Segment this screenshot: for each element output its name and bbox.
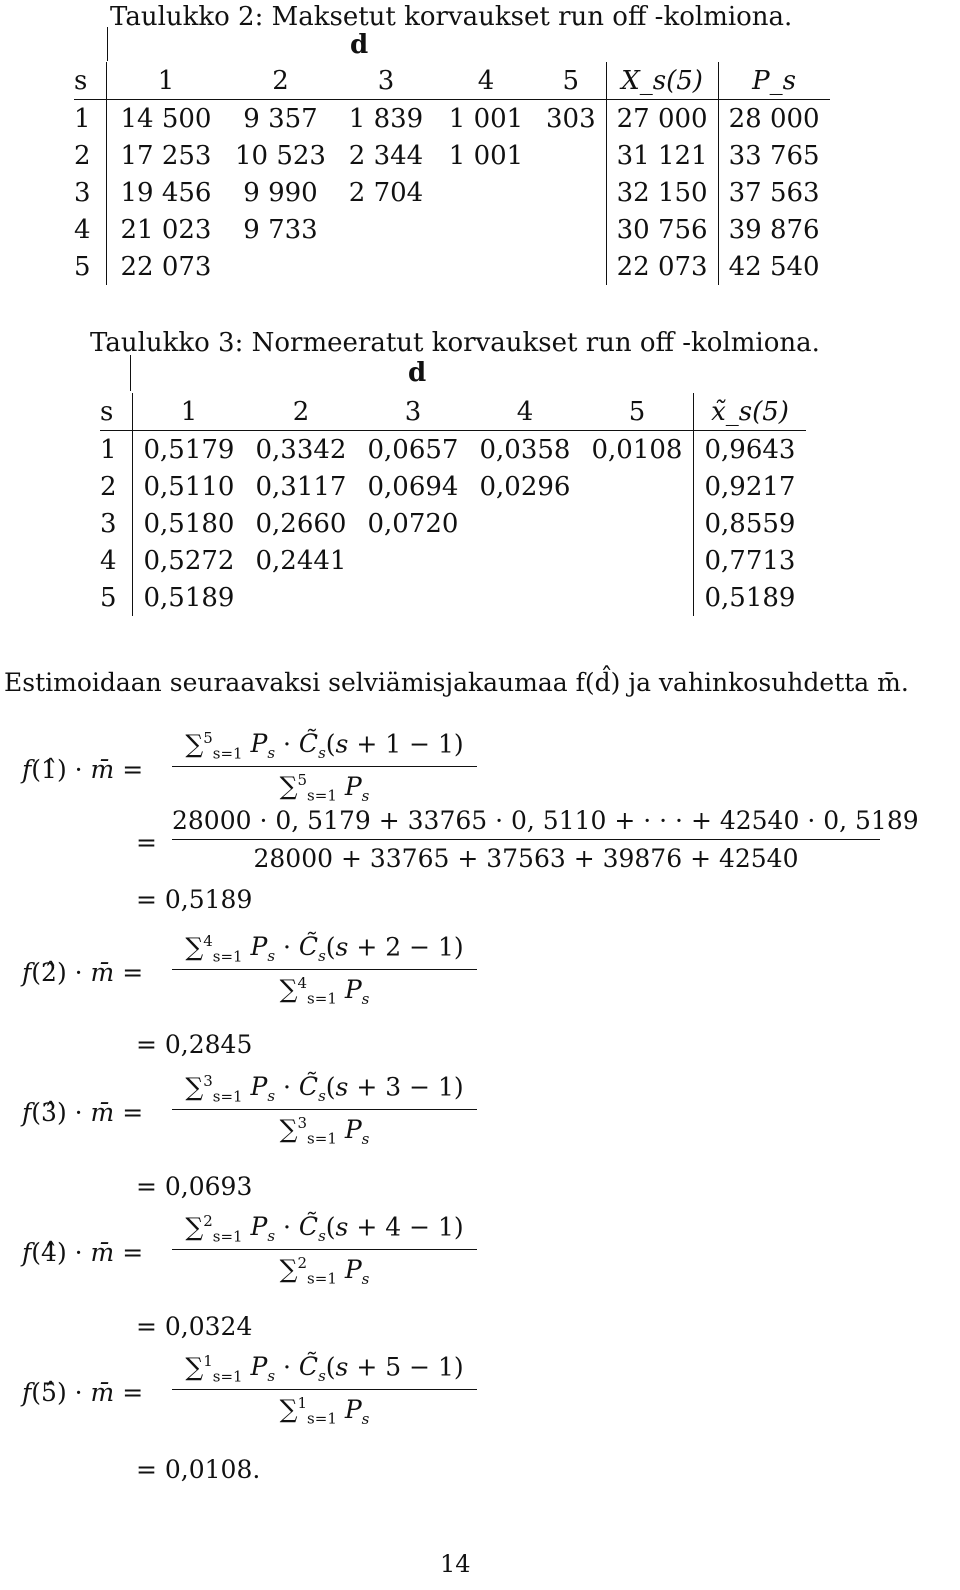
dhat: 1̂ — [41, 755, 57, 784]
table-row — [100, 431, 806, 469]
table-header-cell: s — [74, 62, 107, 100]
table-cell: 0,3117 — [255, 471, 347, 502]
table-cell: 4 — [74, 211, 107, 248]
table2-header-row — [74, 62, 830, 100]
table-cell: 0,5189 — [704, 582, 796, 613]
table-cell: 0,5180 — [143, 508, 235, 539]
table-cell: 5 — [74, 248, 107, 285]
table-cell: 2 — [74, 137, 107, 174]
table-cell: 3 — [74, 174, 107, 211]
table-row — [100, 542, 806, 579]
table-cell — [536, 211, 606, 248]
equation-result: = 0,0324 — [136, 1312, 253, 1341]
table-cell: 0,2660 — [255, 508, 347, 539]
table-cell: 0,9217 — [704, 471, 796, 502]
equation-result: = 0,0693 — [136, 1172, 253, 1201]
table-cell: 2 704 — [348, 177, 424, 208]
fraction-numerator: ∑$^4_{s=1}$ $P_s$ · $C̃_s(s + 2 - 1)$ — [185, 932, 464, 966]
table-cell: 2 — [100, 468, 133, 505]
table-cell: 5 — [100, 579, 133, 616]
fraction-bar — [172, 1389, 477, 1390]
table-header-cell: 1 — [107, 62, 226, 100]
table-cell — [581, 505, 694, 542]
fraction-numerator: ∑$^2_{s=1}$ $P_s$ · $C̃_s(s + 4 - 1)$ — [185, 1212, 464, 1246]
table-cell: 1 839 — [348, 103, 424, 134]
table3-header-row — [100, 393, 806, 431]
table-cell: 9 357 — [243, 103, 318, 134]
table-cell: 3 — [100, 505, 133, 542]
dhat: 4̂ — [41, 1238, 57, 1267]
table-cell: 32 150 — [606, 174, 718, 211]
equation-fraction — [172, 932, 477, 1008]
equation-fraction — [172, 1212, 477, 1288]
equation-lhs: f(3̂) · m̄ = — [22, 1098, 144, 1127]
table-cell: 21 023 — [120, 214, 212, 245]
table-cell: 0,3342 — [255, 434, 347, 465]
table-row — [74, 174, 830, 211]
table-cell: 1 — [100, 431, 133, 469]
table-cell: 0,8559 — [704, 508, 796, 539]
table-cell — [581, 468, 694, 505]
table2 — [74, 62, 830, 285]
expanded-denominator: 28000 + 33765 + 37563 + 39876 + 42540 — [253, 844, 799, 873]
equation-lhs: f(4̂) · m̄ = — [22, 1238, 144, 1267]
equation-fraction — [172, 1352, 477, 1428]
table-cell: 1 — [74, 100, 107, 138]
table-header-cell: 2 — [245, 393, 357, 431]
table-cell — [536, 137, 606, 174]
fraction-bar — [172, 839, 880, 840]
table-cell: 0,0358 — [479, 434, 571, 465]
fraction-denominator: ∑$^3_{s=1}$ $P_s$ — [279, 1114, 370, 1148]
table-cell: 28 000 — [728, 103, 820, 134]
table-cell: 1 001 — [448, 103, 524, 134]
table-cell: 9 733 — [243, 214, 318, 245]
table3-group-label: d — [408, 358, 427, 388]
table3-caption: Taulukko 3: Normeeratut korvaukset run off -kolmiona. — [90, 328, 820, 358]
page-number: 14 — [440, 1550, 471, 1578]
fraction-numerator: ∑$^1_{s=1}$ $P_s$ · $C̃_s(s + 5 - 1)$ — [185, 1352, 464, 1386]
table2-group-label: d — [350, 30, 369, 60]
dhat: 2̂ — [41, 958, 57, 987]
table-cell: 303 — [536, 100, 606, 138]
table-row — [100, 468, 806, 505]
fraction-bar — [172, 1249, 477, 1250]
table-cell: 0,0694 — [367, 471, 459, 502]
table-cell: 4 — [100, 542, 133, 579]
intro-paragraph: Estimoidaan seuraavaksi selviämisjakaumaa f(d̂) ja vahinkosuhdetta m̄. — [4, 668, 909, 697]
table-header-cell: 5 — [581, 393, 694, 431]
fraction-numerator: ∑$^3_{s=1}$ $P_s$ · $C̃_s(s + 3 - 1)$ — [185, 1072, 464, 1106]
expanded-fraction — [172, 806, 919, 873]
table-cell: 0,2441 — [255, 545, 347, 576]
fraction-denominator: ∑$^2_{s=1}$ $P_s$ — [279, 1254, 370, 1288]
equation-lhs: f(5̂) · m̄ = — [22, 1378, 144, 1407]
equation-result: = 0,5189 — [136, 885, 253, 914]
table-cell: 0,5110 — [143, 471, 235, 502]
fraction-bar — [172, 969, 477, 970]
table-header-cell: 3 — [357, 393, 469, 431]
table-cell: 9 990 — [243, 177, 318, 208]
table-cell: 0,5179 — [143, 434, 235, 465]
table-cell — [357, 542, 469, 579]
table-row — [74, 248, 830, 285]
table-cell: 42 540 — [728, 251, 820, 282]
table-cell: 0,7713 — [704, 545, 796, 576]
table-row — [74, 211, 830, 248]
table-cell — [469, 542, 581, 579]
table-header-cell: 5 — [536, 62, 606, 100]
table-cell — [536, 248, 606, 285]
table-cell: 30 756 — [606, 211, 718, 248]
table-cell: 14 500 — [120, 103, 212, 134]
table-cell: 0,0296 — [479, 471, 571, 502]
equation-result: = 0,2845 — [136, 1030, 253, 1059]
table-cell: 0,0657 — [367, 434, 459, 465]
table3 — [100, 393, 806, 616]
table2-header-vline — [107, 27, 108, 61]
fraction-bar — [172, 1109, 477, 1110]
table3-header-vline — [130, 355, 131, 391]
table-cell: 33 765 — [728, 140, 820, 171]
equation-fraction — [172, 729, 477, 805]
table-cell: 27 000 — [606, 100, 718, 138]
table-row — [100, 579, 806, 616]
table-cell: 0,9643 — [704, 434, 796, 465]
table-row — [100, 505, 806, 542]
fraction-denominator: ∑$^5_{s=1}$ $P_s$ — [279, 771, 370, 805]
equation-lhs: f(1̂) · m̄ = — [22, 755, 144, 784]
table-cell: 0,5272 — [143, 545, 235, 576]
fraction-bar — [172, 766, 477, 767]
dhat: 5̂ — [41, 1378, 57, 1407]
table-cell: 1 001 — [448, 140, 524, 171]
table-cell — [357, 579, 469, 616]
table-header-cell: 2 — [225, 62, 336, 100]
equation-result: = 0,0108. — [136, 1455, 261, 1484]
table-cell: 22 073 — [120, 251, 212, 282]
table-cell — [336, 248, 436, 285]
table-cell — [581, 542, 694, 579]
table-cell — [245, 579, 357, 616]
table-header-cell: P_s — [718, 62, 829, 100]
table-cell: 22 073 — [606, 248, 718, 285]
table-header-cell: X_s(5) — [606, 62, 718, 100]
table-cell: 37 563 — [728, 177, 820, 208]
equation-fraction — [172, 1072, 477, 1148]
table-cell: 39 876 — [728, 214, 820, 245]
fraction-denominator: ∑$^1_{s=1}$ $P_s$ — [279, 1394, 370, 1428]
table-cell — [436, 174, 536, 211]
table-cell: 0,0720 — [367, 508, 459, 539]
table-row — [74, 137, 830, 174]
table-cell — [469, 579, 581, 616]
fraction-numerator: ∑$^5_{s=1}$ $P_s$ · $C̃_s(s + 1 - 1)$ — [185, 729, 464, 763]
table-header-cell: 4 — [436, 62, 536, 100]
table-cell: 0,0108 — [581, 431, 694, 469]
table-cell — [436, 248, 536, 285]
equals-sign: = — [136, 828, 157, 857]
table-cell — [225, 248, 336, 285]
table-cell — [436, 211, 536, 248]
table-cell — [581, 579, 694, 616]
table-cell: 0,5189 — [143, 582, 235, 613]
equation-lhs: f(2̂) · m̄ = — [22, 958, 144, 987]
table-cell: 2 344 — [348, 140, 424, 171]
table-cell: 31 121 — [606, 137, 718, 174]
fraction-denominator: ∑$^4_{s=1}$ $P_s$ — [279, 974, 370, 1008]
table-cell — [536, 174, 606, 211]
table-row — [74, 100, 830, 138]
table-header-cell: s — [100, 393, 133, 431]
table-header-cell: 3 — [336, 62, 436, 100]
table-header-cell: 1 — [133, 393, 246, 431]
table-cell — [336, 211, 436, 248]
dhat: 3̂ — [41, 1098, 57, 1127]
expanded-numerator: 28000 · 0, 5179 + 33765 · 0, 5110 + · · · + 42540 · 0, 5189 — [172, 806, 919, 835]
table-header-cell: 4 — [469, 393, 581, 431]
table-cell: 17 253 — [120, 140, 212, 171]
table-cell: 19 456 — [120, 177, 212, 208]
table-cell: 10 523 — [235, 140, 326, 171]
table2-caption: Taulukko 2: Maksetut korvaukset run off -kolmiona. — [110, 2, 793, 32]
table-cell — [469, 505, 581, 542]
table-header-cell: x̃_s(5) — [694, 393, 807, 431]
